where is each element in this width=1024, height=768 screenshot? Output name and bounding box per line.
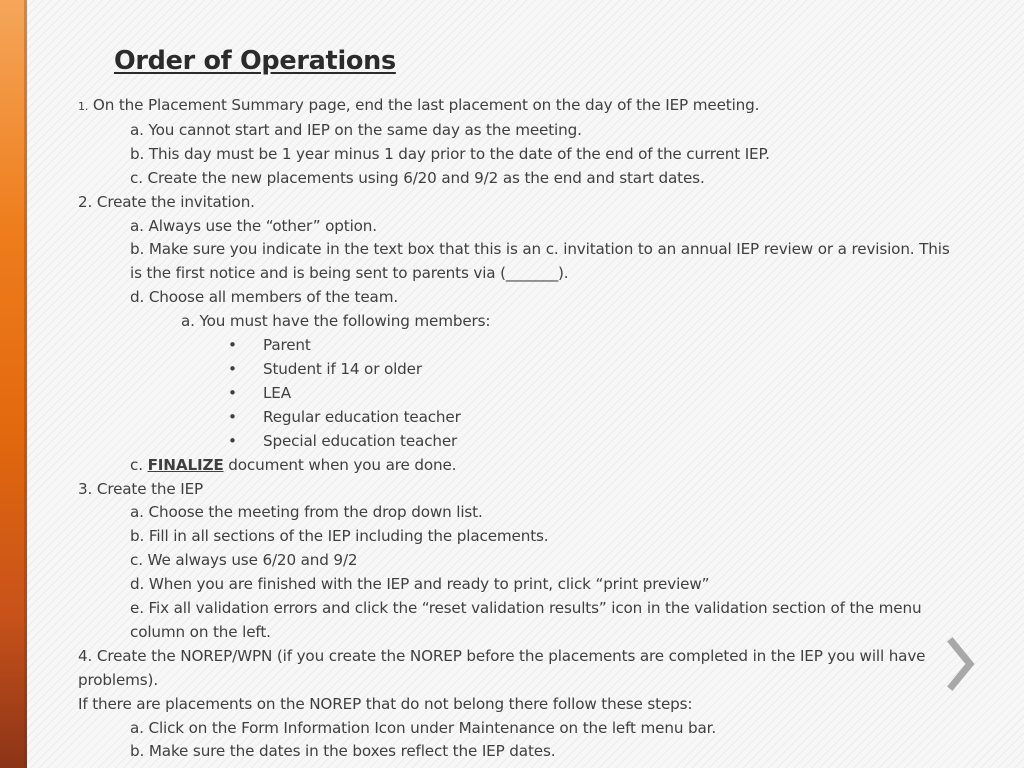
step-4-b: b. Make sure the dates in the boxes reflect the IEP dates. bbox=[130, 742, 556, 761]
member-label: Parent bbox=[263, 336, 311, 355]
member-list-item bbox=[78, 430, 958, 454]
step-2-heading: 2. Create the invitation. bbox=[78, 192, 255, 211]
page-title: Order of Operations bbox=[114, 46, 396, 76]
step-3-e: e. Fix all validation errors and click the “reset validation results” icon in the validation section of the menu column on the left. bbox=[130, 599, 922, 641]
step-1-b: b. This day must be 1 year minus 1 day prior to the date of the end of the current IEP. bbox=[130, 144, 770, 163]
bullet: • bbox=[228, 336, 237, 355]
accent-side-bar bbox=[0, 0, 27, 768]
step-3-b: b. Fill in all sections of the IEP including the placements. bbox=[130, 527, 549, 546]
step-4-heading: 4. Create the NOREP/WPN (if you create the NOREP before the placements are completed in the IEP you will have problems). bbox=[78, 646, 926, 689]
step-3-c: c. We always use 6/20 and 9/2 bbox=[130, 551, 358, 570]
finalize-emphasis: FINALIZE bbox=[147, 455, 224, 474]
step-4-a: a. Click on the Form Information Icon under Maintenance on the left menu bar. bbox=[130, 718, 717, 737]
step-4-note: If there are placements on the NOREP that do not belong there follow these steps: bbox=[78, 694, 693, 713]
step-1-number: 1. bbox=[78, 100, 89, 113]
member-label: Student if 14 or older bbox=[263, 359, 422, 378]
step-3-d: d. When you are finished with the IEP and ready to print, click “print preview” bbox=[130, 575, 710, 594]
bullet: • bbox=[228, 431, 237, 450]
member-list-item bbox=[78, 382, 958, 406]
bullet: • bbox=[228, 359, 237, 378]
member-list-item bbox=[78, 406, 958, 430]
slide-body bbox=[78, 94, 958, 764]
member-list-item bbox=[78, 358, 958, 382]
member-label: Special education teacher bbox=[263, 431, 458, 450]
step-2-d: d. Choose all members of the team. bbox=[130, 288, 399, 307]
step-2-a: a. Always use the “other” option. bbox=[130, 216, 377, 235]
step-1-c: c. Create the new placements using 6/20 and 9/2 as the end and start dates. bbox=[130, 168, 705, 187]
member-label: LEA bbox=[263, 383, 291, 402]
step-1-text: On the Placement Summary page, end the last placement on the day of the IEP meeting. bbox=[92, 96, 760, 114]
member-label: Regular education teacher bbox=[263, 407, 461, 426]
bullet: • bbox=[228, 383, 237, 402]
step-3-a: a. Choose the meeting from the drop down list. bbox=[130, 503, 483, 522]
bullet: • bbox=[228, 407, 237, 426]
step-2-b: b. Make sure you indicate in the text box that this is an c. invitation to an annual IEP review or a revision. This is the first notice and is being sent to parents via (_______). bbox=[130, 240, 950, 283]
step-2-c bbox=[78, 454, 958, 478]
step-3-heading: 3. Create the IEP bbox=[78, 479, 204, 498]
step-2-c-prefix: c. bbox=[130, 455, 148, 474]
step-2-c-suffix: document when you are done. bbox=[223, 455, 457, 474]
chevron-right-icon[interactable] bbox=[944, 636, 978, 692]
step-1 bbox=[78, 94, 958, 119]
step-1-a: a. You cannot start and IEP on the same day as the meeting. bbox=[130, 120, 582, 139]
member-list-item bbox=[78, 334, 958, 358]
step-2-d-sub: a. You must have the following members: bbox=[181, 312, 491, 331]
